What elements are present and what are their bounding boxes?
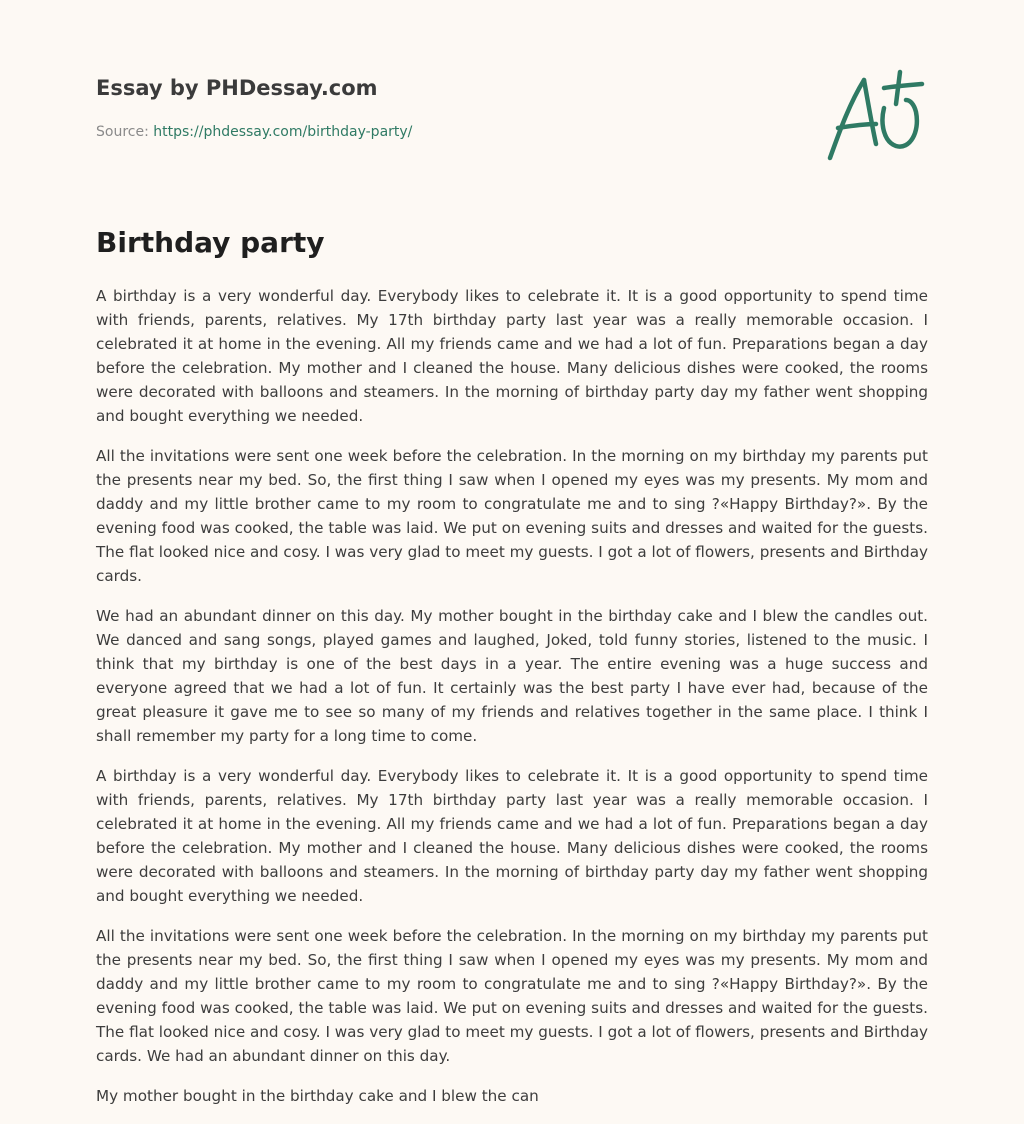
brand-title: Essay by PHDessay.com bbox=[96, 76, 378, 100]
essay-paragraph: My mother bought in the birthday cake and I blew the can bbox=[96, 1087, 539, 1105]
essay-paragraph: All the invitations were sent one week before the celebration. In the morning on my birthday my parents put the presents near my bed. So, the first thing I saw when I opened my eyes was my presents. My mom and daddy and my little brother came to my room to congratulate me and to sing ?«Happy Birthday?». By the evening food was cooked, the table was laid. We put on evening suits and dresses and waited for the guests. The flat looked nice and cosy. I was very glad to meet my guests. I got a lot of flowers, presents and Birthday cards. bbox=[96, 447, 928, 585]
essay-body bbox=[96, 284, 928, 1124]
source-label: Source: bbox=[96, 124, 149, 140]
page-title: Birthday party bbox=[96, 226, 325, 259]
essay-paragraph: All the invitations were sent one week before the celebration. In the morning on my birthday my parents put the presents near my bed. So, the first thing I saw when I opened my eyes was my presents. My mom and daddy and my little brother came to my room to congratulate me and to sing ?«Happy Birthday?». By the evening food was cooked, the table was laid. We put on evening suits and dresses and waited for the guests. The flat looked nice and cosy. I was very glad to meet my guests. I got a lot of flowers, presents and Birthday cards. We had an abundant dinner on this day. bbox=[96, 927, 928, 1065]
essay-paragraph: A birthday is a very wonderful day. Everybody likes to celebrate it. It is a good opportunity to spend time with friends, parents, relatives. My 17th birthday party last year was a really memorable occasion. I celebrated it at home in the evening. All my friends came and we had a lot of fun. Preparations began a day before the celebration. My mother and I cleaned the house. Many delicious dishes were cooked, the rooms were decorated with balloons and steamers. In the morning of birthday party day my father went shopping and bought everything we needed. bbox=[96, 287, 928, 425]
essay-paragraph: We had an abundant dinner on this day. My mother bought in the birthday cake and I blew the candles out. We danced and sang songs, played games and laughed, Joked, told funny stories, listened to the music. I think that my birthday is one of the best days in a year. The entire evening was a huge success and everyone agreed that we had a lot of fun. It certainly was the best party I have ever had, because of the great pleasure it gave me to see so many of my friends and relatives together in the same place. I think I shall remember my party for a long time to come. bbox=[96, 607, 928, 745]
source-link[interactable]: https://phdessay.com/birthday-party/ bbox=[153, 124, 413, 140]
source-line bbox=[96, 124, 412, 140]
page-header bbox=[96, 0, 928, 190]
a-plus-logo-icon bbox=[824, 66, 928, 166]
essay-paragraph: A birthday is a very wonderful day. Everybody likes to celebrate it. It is a good opportunity to spend time with friends, parents, relatives. My 17th birthday party last year was a really memorable occasion. I celebrated it at home in the evening. All my friends came and we had a lot of fun. Preparations began a day before the celebration. My mother and I cleaned the house. Many delicious dishes were cooked, the rooms were decorated with balloons and steamers. In the morning of birthday party day my father went shopping and bought everything we needed. bbox=[96, 767, 928, 905]
